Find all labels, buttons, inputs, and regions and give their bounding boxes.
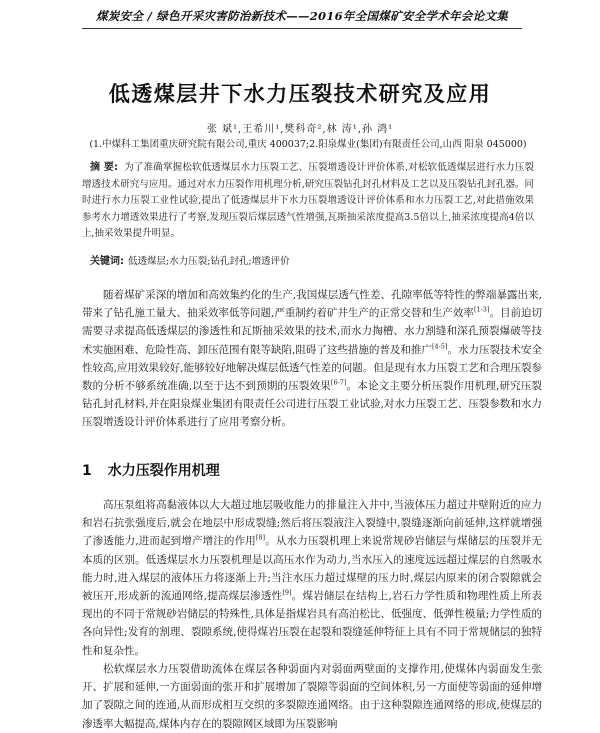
- intro-text-b: 。目前迫切需要寻求提高低透煤层的渗透性和瓦斯抽采效果的技术,而水力掏槽、水力割缝和深孔预裂爆破等技术实施困难、危险性高、卸压范围有限等缺陷,阻碍了这些措施的普及和推广: [82, 307, 542, 356]
- section-title: 水力压裂作用机理: [107, 463, 220, 479]
- section-heading: [82, 460, 220, 480]
- intro-text-c: 。水力压裂技术安全性较高,应用效果较好,能够较好地解决煤层低透气性差的问题。但是现有水力压裂工艺和合理压裂参数的分析不够系统准确,以至于达不到预期的压裂效果: [82, 343, 543, 393]
- keywords-label: 关键词:: [90, 256, 124, 267]
- mechanism-text-c: 。煤岩储层在结构上,岩石力学性质和物理性质上所表现出的不同于常规砂岩储层的特殊性,具体是指煤岩具有高泊松比、低强度、低弹性模量;力学性质的各向异性;发育的割理、裂隙系统,使得煤岩压裂在起裂和裂缝延伸特征上具有不同于常规储层的独特性和复杂性。: [82, 590, 542, 657]
- keywords-block: [82, 252, 534, 267]
- paper-title: 低透煤层井下水力压裂技术研究及应用: [108, 82, 492, 106]
- mechanism-text-a: 高压泵组将高黏液体以大大超过地层吸收能力的排量注入井中,当液体压力超过井壁附近的应力和岩石抗张强度后,就会在地层中形成裂缝;然后将压裂液注入裂缝中,裂缝逐渐向前延伸,这样就增强了渗透能力,进而起到增产增注的作用: [82, 499, 542, 548]
- citation-ref: [9]: [282, 588, 292, 597]
- mechanism-paragraph: [82, 496, 542, 660]
- citation-ref: [8]: [255, 533, 266, 542]
- mechanism-text-b: 。从水力压裂机理上来说常规砂岩储层与煤储层的压裂并无本质的区别。低透煤层水力压裂机理是以高压水作为动力,当水压入的速度远远超过煤层的自然吸水能力时,进入煤层的液体压力将逐渐上升;当注水压力超过煤壁的压力时,煤层内原来的闭合裂隙就会被压开,形成新的流通网络,提高煤层渗透性: [82, 535, 543, 603]
- intro-text-a: 随着煤矿采深的增加和高效集约化的生产,我国煤层透气性差、孔隙率低等特性的弊端暴露出来,带来了钻孔施工量大、抽采效率低等问题,严重制约着矿井生产的正常交替和生产效率: [82, 289, 542, 320]
- citation-ref: [4-5]: [431, 342, 448, 351]
- citation-ref: [6-7]: [330, 378, 347, 387]
- section-number: 1: [82, 463, 92, 479]
- intro-text-d: 。本论文主要分析压裂作用机理,研究压裂钻孔封孔材料,并在阳泉煤业集团有限责任公司进行压裂工业试验,对水力压裂工艺、压裂参数和水力压裂增透设计评价体系进行了应用考察分析。: [82, 380, 543, 429]
- abstract-block: [82, 160, 534, 243]
- soft-seam-paragraph: [82, 660, 542, 733]
- soft-seam-text: 松软煤层水力压裂借助流体在煤层各种弱面内对弱面两壁面的支撑作用,使煤体内弱面发生张开、扩展和延伸,一方面弱面的张开和扩展增加了裂隙等弱面的空间体积,另一方面使等弱面的延伸增加了裂隙之间的连通,从而形成相互交织的多裂隙连通网络。由于这种裂隙连通网络的形成,使煤层的渗透率大幅提高,煤体内存在的裂隙网区域即为压裂影响: [82, 663, 542, 730]
- running-header: 煤炭安全 / 绿色开采灾害防治新技术——2016年全国煤矿安全学术年会论文集: [96, 9, 509, 23]
- abstract-label: 摘 要:: [90, 162, 119, 173]
- abstract-text: 为了准确掌握松软低透煤层水力压裂工艺、压裂增透设计评价体系,对松软低透煤层进行水力压裂增透技术研究与应用。通过对水力压裂作用机理分析,研究压裂钻孔封孔材料及工艺以及压裂钻孔封孔器。同时进行水力压裂工业性试验,提出了低透煤层井下水力压裂增透设计评价体系和水力压裂工艺,对此措施效果参考水力增透效果进行了考察,发现压裂后煤层透气性增强,瓦斯抽采浓度提高3.5倍以上,抽采浓度提高4倍以上,抽采效果提升明显。: [82, 162, 534, 240]
- citation-ref: [1-3]: [473, 305, 490, 314]
- header-rule: [82, 28, 522, 29]
- author-list: 张 斌¹,王希川¹,樊科奇²,林 涛¹,孙 鸿¹: [206, 124, 394, 135]
- keywords-text: 低透煤层;水力压裂;钻孔封孔;增透评价: [128, 256, 290, 267]
- intro-paragraph: [82, 286, 542, 432]
- author-affiliation: (1.中煤科工集团重庆研究院有限公司,重庆 400037;2.阳泉煤业(集团)有限责任公司,山西 阳泉 045000): [89, 139, 527, 150]
